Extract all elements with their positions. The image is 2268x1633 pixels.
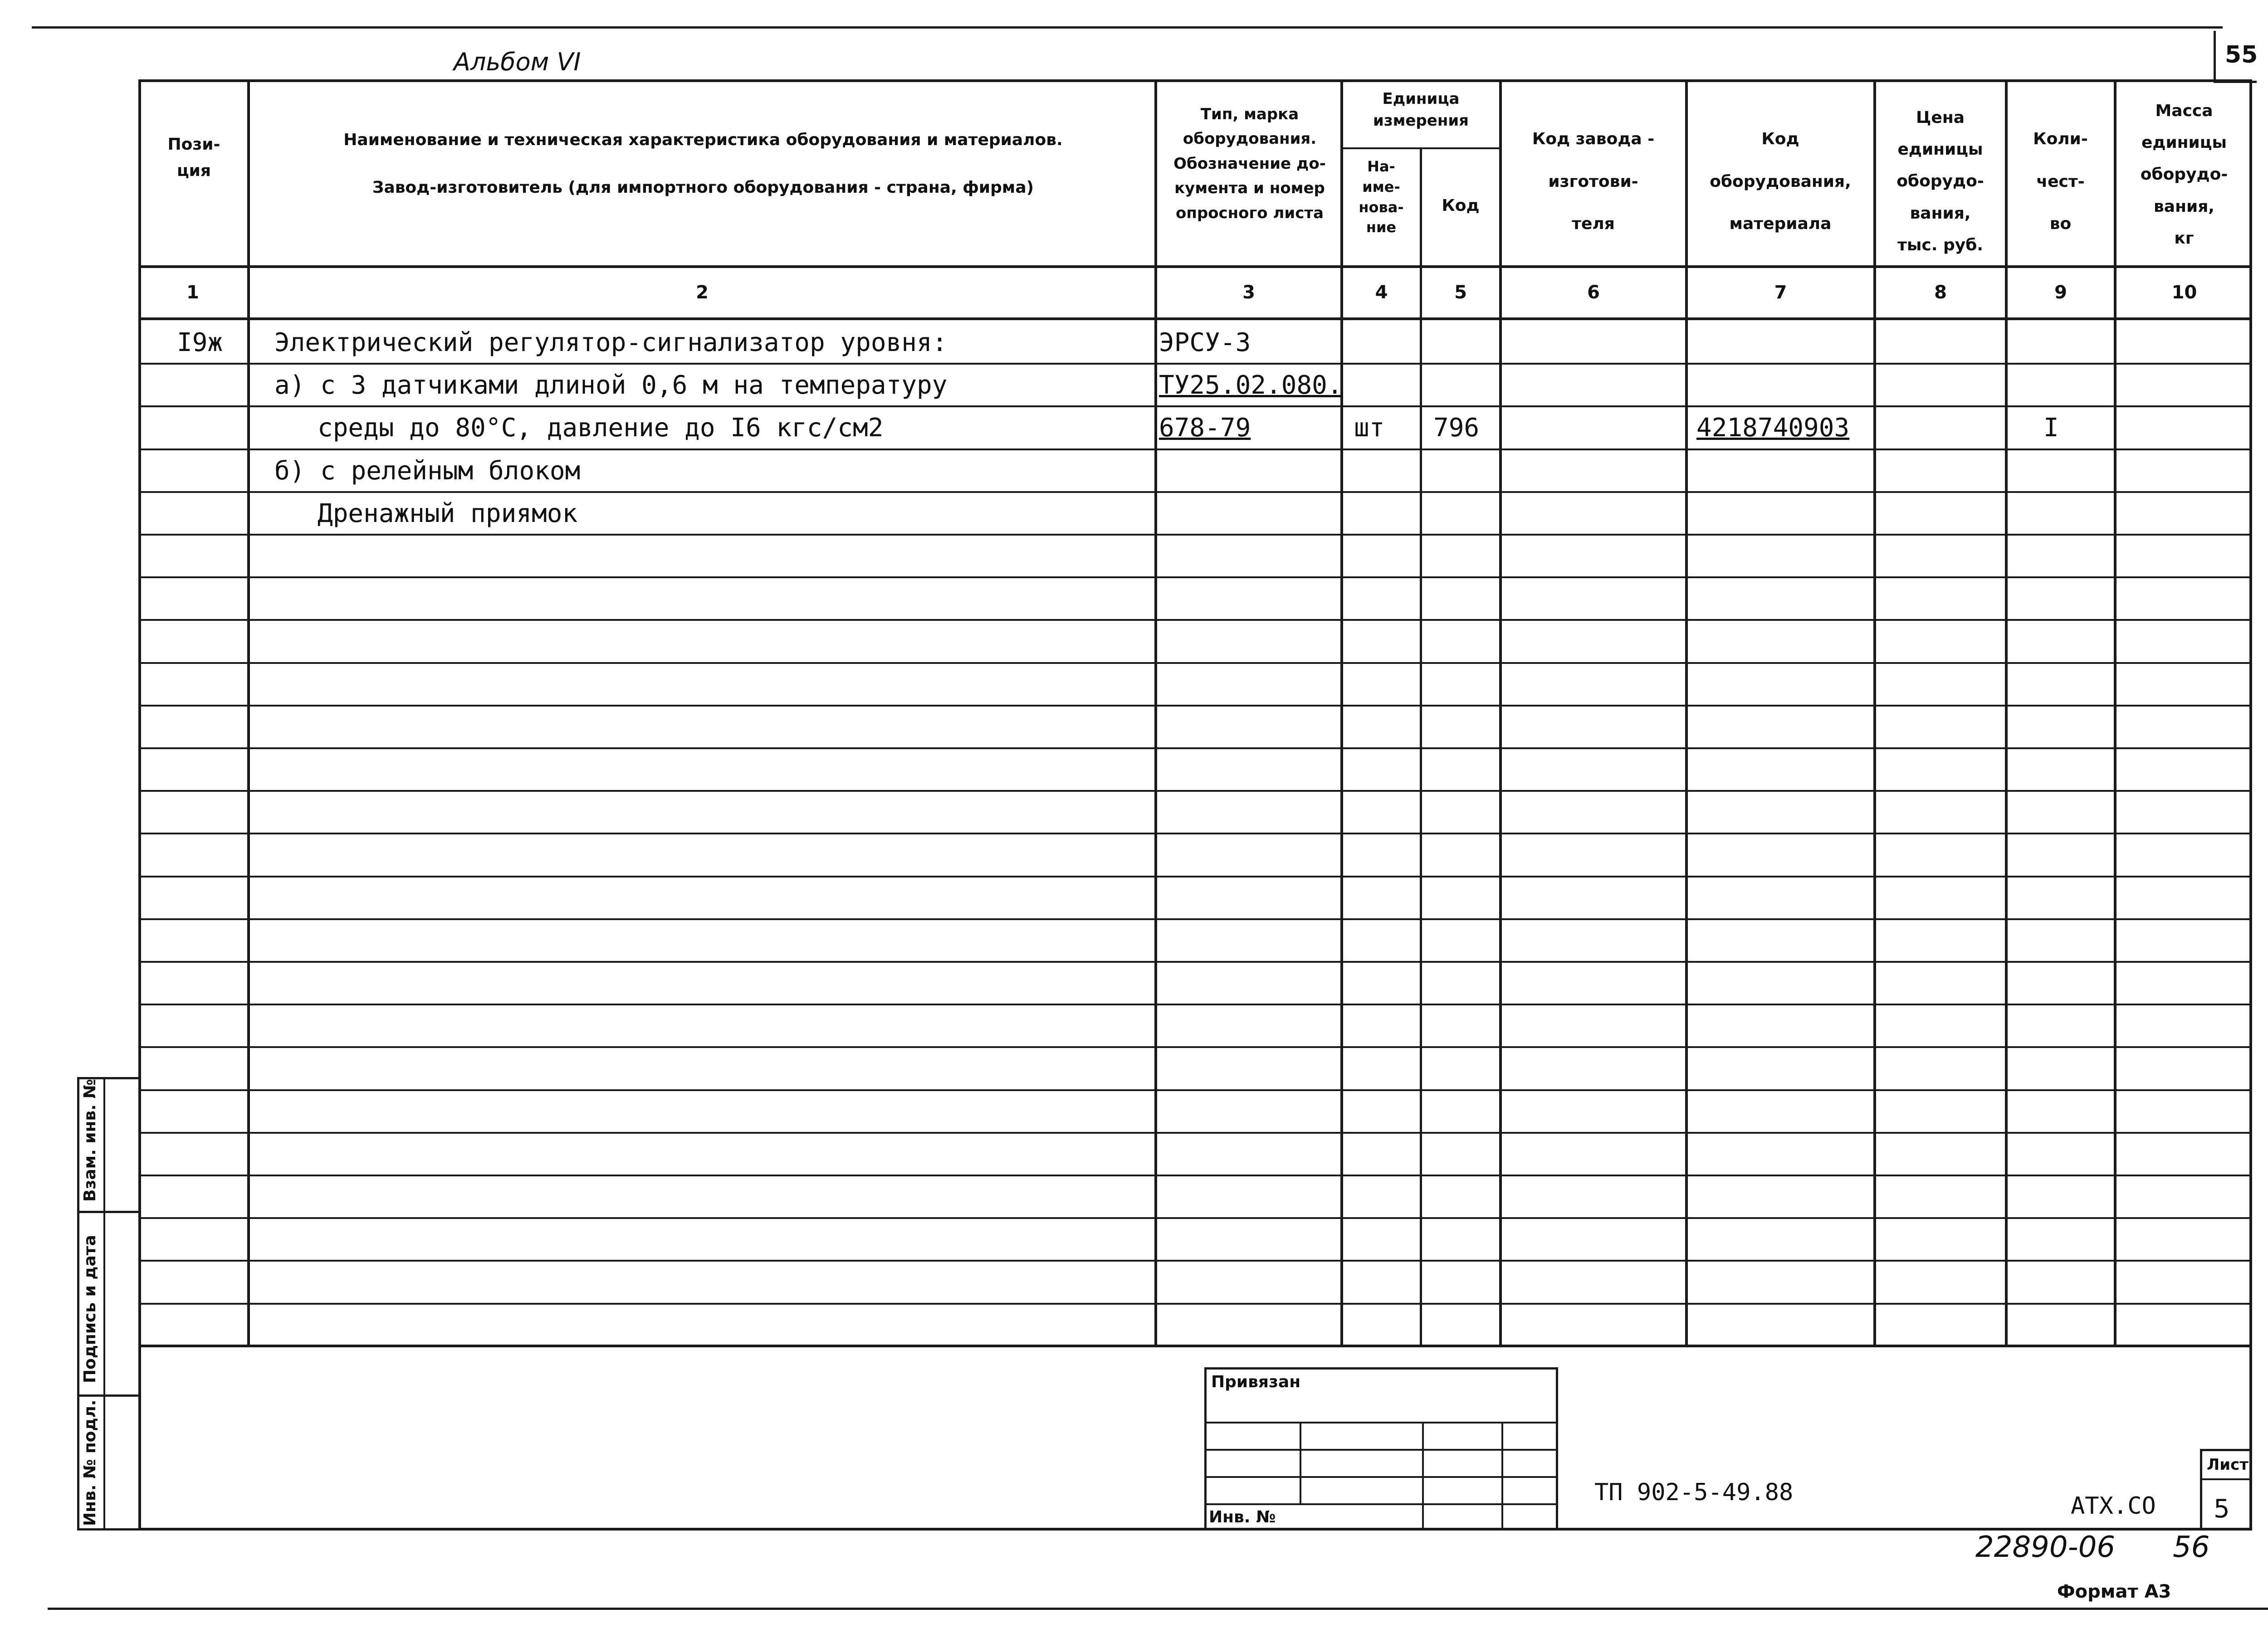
row-line: [138, 619, 2252, 621]
row-line: [138, 1132, 2252, 1134]
row-line: [138, 961, 2252, 963]
row-line: [138, 1260, 2252, 1262]
col-line-7: [1873, 79, 1876, 1347]
album-label: Альбом VI: [454, 48, 581, 76]
colnum-bottom-line: [138, 317, 2252, 320]
cell-pos: I9ж: [177, 328, 223, 357]
privyazan-line-1: [1204, 1422, 1558, 1423]
header-col2-line1: Наименование и техническая характеристика оборудования и материалов.: [343, 131, 1063, 149]
bottom-border-line: [48, 1608, 2268, 1610]
column-number: 1: [186, 282, 199, 303]
column-number: 6: [1587, 282, 1600, 303]
row-line: [138, 790, 2252, 792]
header-unit-group: Единица измерения: [1373, 90, 1469, 130]
cell-name: среды до 80°С, давление до I6 кгс/см2: [318, 413, 884, 443]
handwritten-page: 56: [2173, 1531, 2210, 1564]
row-line: [138, 363, 2252, 365]
side-stamp-vzam: Взам. инв. №: [81, 1079, 99, 1202]
row-line: [138, 747, 2252, 749]
row-line: [138, 662, 2252, 664]
column-number: 4: [1375, 282, 1388, 303]
col-line-1: [247, 79, 250, 1347]
header-col4: На- име- нова- ние: [1359, 158, 1404, 236]
col-line-3: [1340, 79, 1343, 1347]
side-stamp-podpis: Подпись и дата: [81, 1235, 99, 1383]
column-number: 10: [2171, 282, 2197, 303]
row-line: [138, 1175, 2252, 1176]
row-line: [138, 405, 2252, 407]
cell-name: Дренажный приямок: [318, 498, 578, 528]
doc-code: ТП 902-5-49.88: [1594, 1479, 1794, 1506]
header-col7: Код оборудования, материала: [1710, 130, 1851, 234]
header-col9: Коли- чест- во: [2033, 130, 2088, 234]
header-col1: Пози- ция: [167, 135, 220, 180]
header-col3: Тип, марка оборудования. Обозначение до- кумента и номер опросного листа: [1173, 105, 1326, 222]
privyazan-label: Привязан: [1211, 1373, 1301, 1391]
header-bottom-line: [138, 265, 2252, 268]
row-line: [138, 876, 2252, 877]
cell-name: а) с 3 датчиками длиной 0,6 м на температуру: [274, 370, 948, 400]
privyazan-col-2: [1422, 1422, 1424, 1531]
col-line-2: [1154, 79, 1157, 1347]
row-line: [138, 491, 2252, 493]
col-line-8: [2005, 79, 2008, 1347]
cell-unit: шт: [1354, 413, 1385, 443]
row-line: [138, 1089, 2252, 1091]
side-stamp-divider: [103, 1077, 105, 1531]
row-line: [138, 448, 2252, 450]
row-line: [138, 1217, 2252, 1219]
sheet-code: АТХ.СО: [2071, 1492, 2156, 1520]
row-line: [138, 705, 2252, 707]
handwritten-number: 22890-06: [1975, 1531, 2116, 1564]
row-line: [138, 1303, 2252, 1305]
row-line: [138, 534, 2252, 536]
row-line: [138, 1046, 2252, 1048]
col-line-9: [2114, 79, 2116, 1347]
cell-equip: 4218740903: [1696, 413, 1850, 443]
side-stamp-line-1: [77, 1211, 141, 1213]
row-line: [138, 576, 2252, 578]
unit-group-line: [1343, 147, 1501, 149]
row-line: [138, 918, 2252, 920]
cell-qty: I: [2043, 413, 2059, 443]
sheet-box-line: [2200, 1478, 2252, 1480]
privyazan-line-4: [1204, 1503, 1558, 1505]
cell-type: ЭРСУ-3: [1159, 328, 1251, 357]
cell-type: 678-79: [1159, 413, 1251, 443]
column-number: 5: [1454, 282, 1467, 303]
body-bottom-line: [138, 1345, 2252, 1347]
privyazan-line-3: [1204, 1476, 1558, 1478]
cell-type: ТУ25.02.080.: [1159, 370, 1343, 400]
row-line: [138, 1004, 2252, 1005]
row-line: [138, 833, 2252, 834]
page-number: 55: [2225, 41, 2258, 68]
cell-code: 796: [1433, 413, 1480, 443]
col-line-6: [1685, 79, 1688, 1347]
side-stamp-inv-podl: Инв. № подл.: [81, 1399, 99, 1526]
format-label: Формат А3: [2057, 1581, 2171, 1602]
top-border-line: [32, 26, 2223, 29]
sheet-number: 5: [2214, 1494, 2230, 1524]
side-stamp-line-2: [77, 1394, 141, 1397]
header-col5: Код: [1442, 196, 1480, 215]
column-number: 7: [1774, 282, 1787, 303]
column-number: 3: [1242, 282, 1255, 303]
privyazan-line-2: [1204, 1449, 1558, 1451]
privyazan-col-1: [1300, 1422, 1301, 1503]
column-number: 2: [696, 282, 709, 303]
column-number: 9: [2054, 282, 2067, 303]
sheet-label: Лист: [2207, 1456, 2248, 1474]
header-col2-line2: Завод-изготовитель (для импортного оборудования - страна, фирма): [372, 178, 1034, 197]
privyazan-col-3: [1501, 1422, 1503, 1531]
cell-name: б) с релейным блоком: [274, 456, 581, 486]
header-col10: Масса единицы оборудо- вания, кг: [2140, 102, 2228, 248]
inv-no-label: Инв. №: [1209, 1508, 1276, 1526]
header-col8: Цена единицы оборудо- вания, тыс. руб.: [1897, 108, 1984, 254]
col-line-5: [1499, 79, 1502, 1347]
column-number: 8: [1934, 282, 1947, 303]
cell-name: Электрический регулятор-сигнализатор уровня:: [274, 328, 948, 357]
header-col6: Код завода - изготови- теля: [1532, 130, 1655, 234]
